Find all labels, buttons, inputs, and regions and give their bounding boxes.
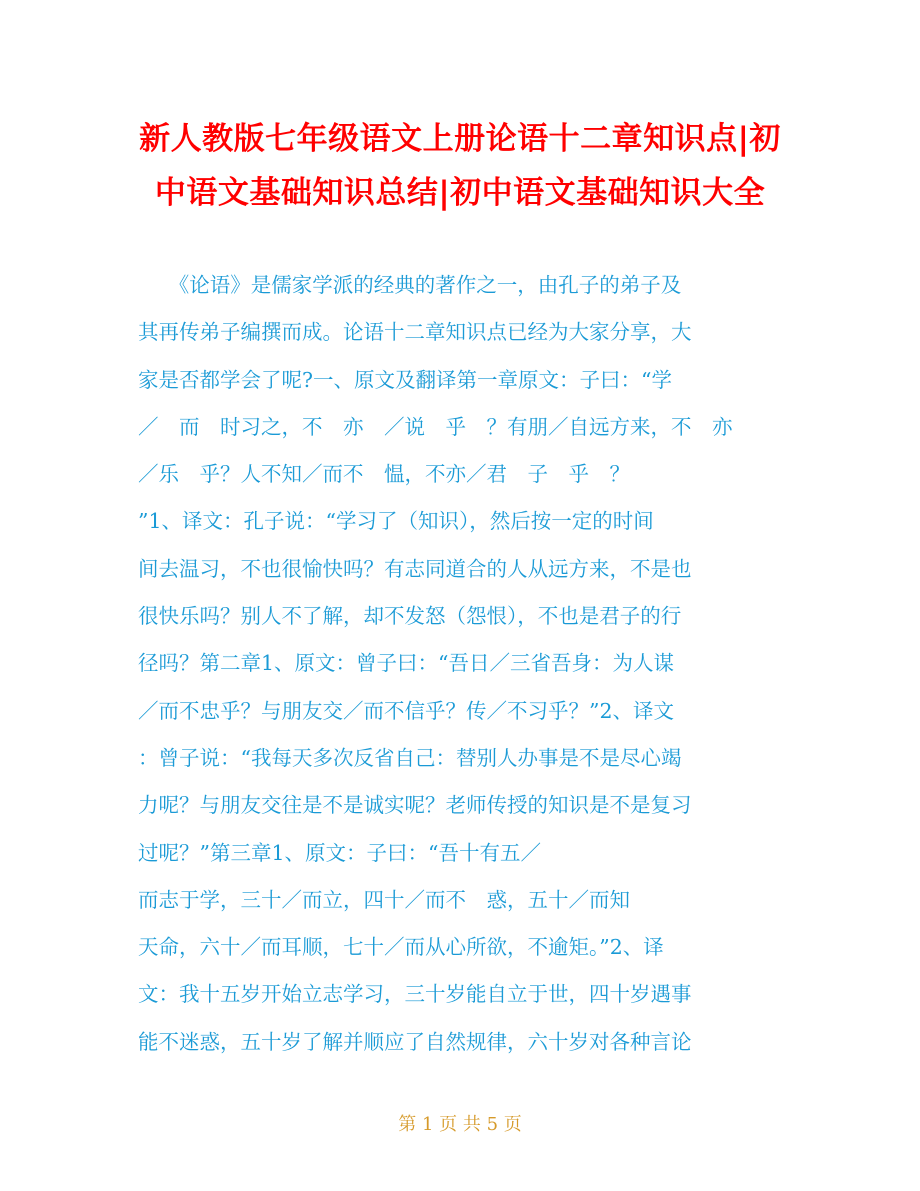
title-line-2: 中语文基础知识总结|初中语文基础知识大全 bbox=[154, 175, 766, 211]
document-title bbox=[100, 112, 820, 220]
body-line: 其再传弟子编撰而成。论语十二章知识点已经为大家分享，大 bbox=[138, 320, 692, 345]
body-line: 而志于学，三十／而立，四十／而不 惑，五十／而知 bbox=[138, 887, 630, 912]
body-line: 很快乐吗？别人不了解，却不发怒（怨恨），不也是君子的行 bbox=[138, 604, 682, 629]
body-line: 力呢？与朋友交往是不是诚实呢？老师传授的知识是不是复习 bbox=[138, 793, 692, 818]
body-line: 径吗？第二章1、原文：曾子曰：“吾日／三省吾身：为人谋 bbox=[138, 651, 675, 676]
body-line: ”1、译文：孔子说：“学习了（知识），然后按一定的时间 bbox=[138, 509, 654, 534]
body-line: 《论语》是儒家学派的经典的著作之一，由孔子的弟子及 bbox=[138, 273, 682, 297]
body-line: 过呢？”第三章1、原文：子曰：“吾十有五／ bbox=[138, 840, 542, 865]
body-line: 天命，六十／而耳顺，七十／而从心所欲，不逾矩。”2、译 bbox=[138, 935, 664, 960]
body-line: 间去温习，不也很愉快吗？有志同道合的人从远方来，不是也 bbox=[138, 556, 692, 581]
title-line-1: 新人教版七年级语文上册论语十二章知识点|初 bbox=[139, 121, 781, 157]
body-line: ：曾子说：“我每天多次反省自己：替别人办事是不是尽心竭 bbox=[138, 745, 682, 770]
body-line: 能不迷惑，五十岁了解并顺应了自然规律，六十岁对各种言论 bbox=[138, 1029, 692, 1054]
body-line: ／乐 乎？人不知／而不 愠，不亦／君 子 乎 ？ bbox=[138, 462, 630, 487]
body-line: 文：我十五岁开始立志学习，三十岁能自立于世，四十岁遇事 bbox=[138, 982, 692, 1007]
body-line: ／ 而 时习之，不 亦 ／说 乎 ？有朋／自远方来，不 亦 bbox=[138, 414, 733, 439]
body-line: ／而不忠乎？与朋友交／而不信乎？传／不习乎？”2、译文 bbox=[138, 698, 675, 723]
body-text bbox=[138, 262, 788, 1066]
body-line: 家是否都学会了呢?一、原文及翻译第一章原文：子曰：“学 bbox=[138, 367, 672, 392]
page-number-footer: 第 1 页 共 5 页 bbox=[398, 1114, 522, 1135]
